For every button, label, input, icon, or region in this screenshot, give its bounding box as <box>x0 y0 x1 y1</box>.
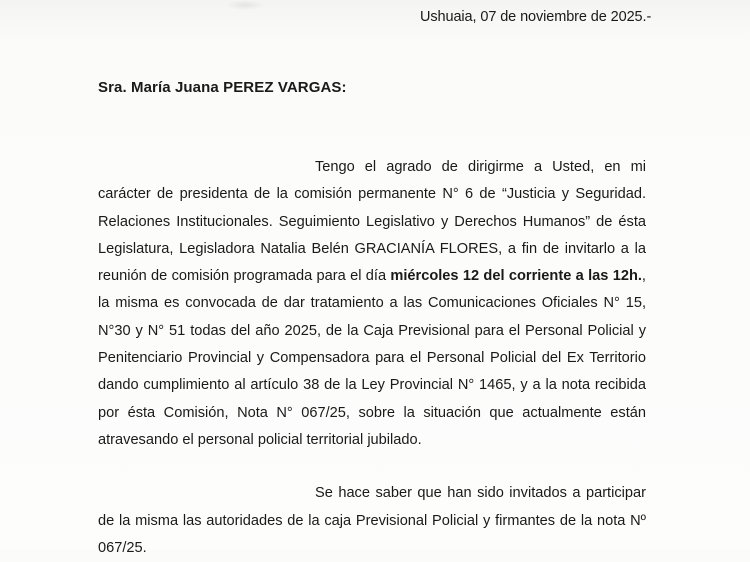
scan-smudge <box>225 0 265 10</box>
date-line: Ushuaia, 07 de noviembre de 2025.- <box>420 9 652 25</box>
letter-body <box>98 154 646 562</box>
paragraph-invitation <box>98 154 646 454</box>
paragraph-invitation-text-a: Tengo el agrado de dirigirme a Usted, en mi carácter de presidenta de la comisión permanente N° 6 de “Justicia y Seguridad. Relaciones Institucionales. Seguimiento Legislativo y Derechos Humanos” de ésta Legislatura, Legisladora Natalia Belén GRACIANÍA FLORES, a fin de invitarlo a la reunión de comisión programada para el día <box>98 159 646 285</box>
paragraph-invitees: Se hace saber que han sido invitados a participar de la misma las autoridades de la caja Previsional Policial y firmantes de la nota Nº 067/25. <box>98 485 646 556</box>
paragraph-invitation-text-b: , la misma es convocada de dar tratamiento a las Comunicaciones Oficiales N° 15, N°30 y N° 51 todas del año 2025, de la Caja Previsional para el Personal Policial y Penitenciario Provincial y Compensadora para el Personal Policial del Ex Territorio dando cumplimiento al artículo 38 de la Ley Provincial N° 1465, y a la nota recibida por ésta Comisión, Nota N° 067/25, sobre la situación que actualmente están atravesando el personal policial territorial jubilado. <box>98 268 646 448</box>
meeting-date-bold: miércoles 12 del corriente a las 12h. <box>390 268 642 285</box>
recipient-salutation: Sra. María Juana PEREZ VARGAS: <box>98 79 347 96</box>
